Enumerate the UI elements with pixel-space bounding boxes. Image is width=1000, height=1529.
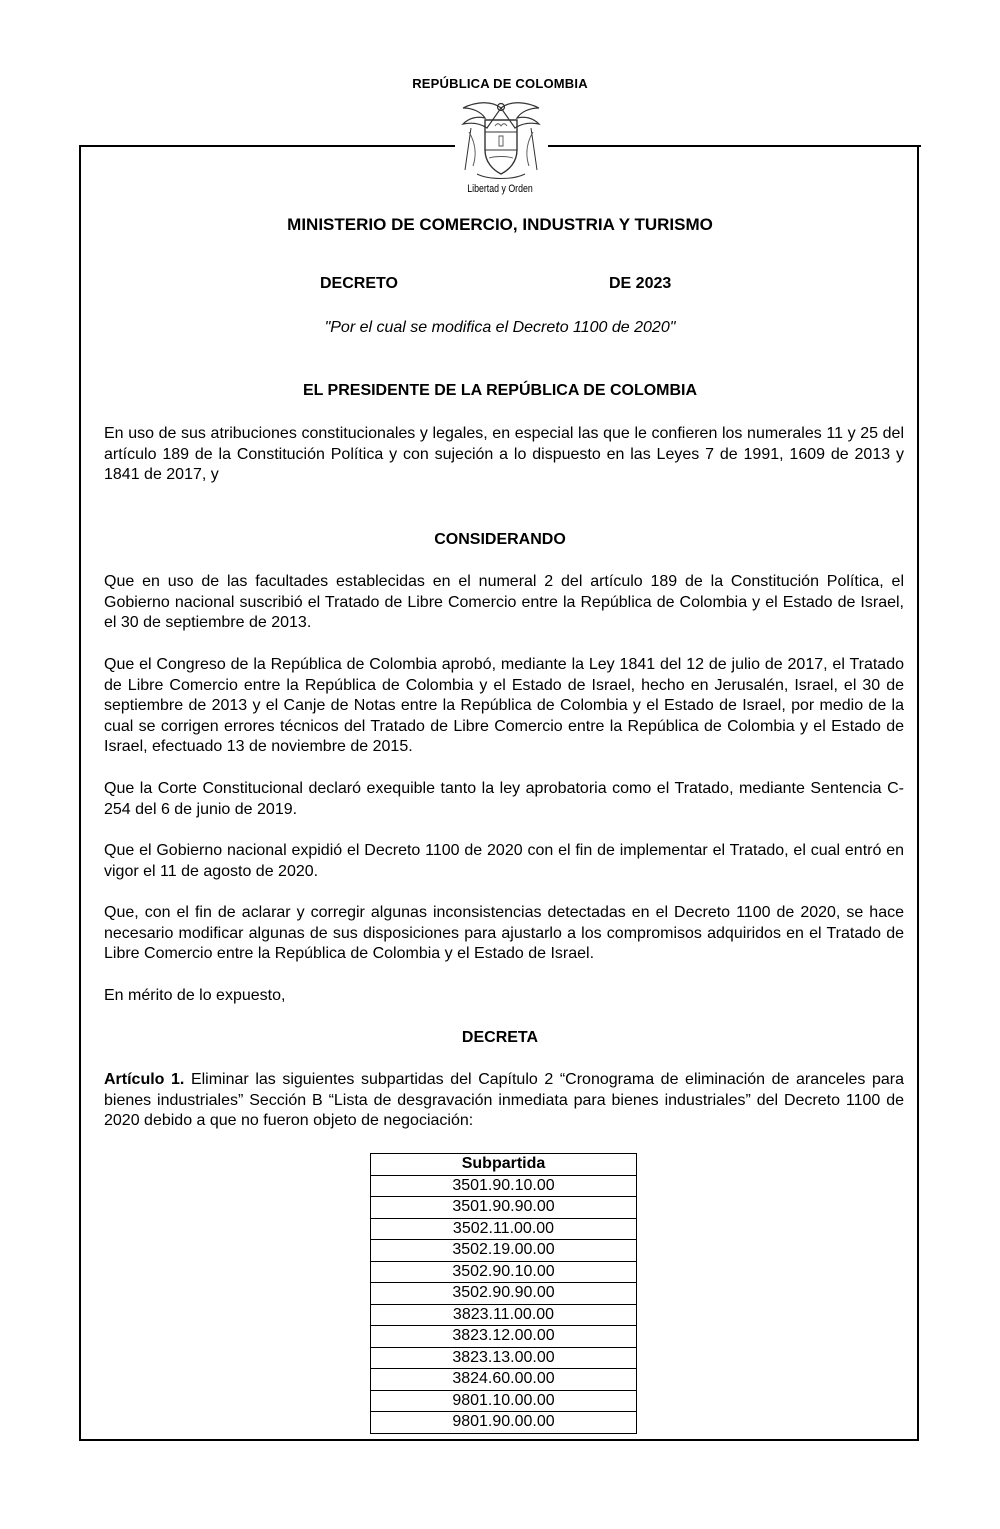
decree-label: DECRETO [320, 275, 398, 292]
considerando-paragraph-2: Que el Congreso de la República de Colombia aprobó, mediante la Ley 1841 del 12 de julio de 2017, el Tratado de Libre Comercio entre la República de Colombia y el Estado de Israel, hecho en Jerusalén, Israel, el 30 de septiembre de 2013 y el Canje de Notas entre la República de Colombia y el Estado de Israel, por medio de la cual se corrigen errores técnicos del Tratado de Libre Comercio entre la República de Colombia y el Estado de Israel, efectuado 13 de noviembre de 2015. [104, 656, 904, 755]
decreta-heading: DECRETA [461, 1029, 539, 1046]
table-row [371, 1347, 637, 1369]
table-row [371, 1412, 637, 1434]
article-1-label: Artículo 1. [104, 1071, 185, 1088]
motto: Libertad y Orden [467, 183, 533, 195]
country-heading: REPÚBLICA DE COLOMBIA [412, 76, 588, 91]
decree-number-line [0, 275, 1000, 295]
article-1-text: Eliminar las siguientes subpartidas del Capítulo 2 “Cronograma de eliminación de aranceles para bienes industriales” Sección B “Lista de desgravación inmediata para bienes industriales” del Decreto 1100 de 2020 debido a que no fueron objeto de negociación: [104, 1071, 905, 1129]
table-row [371, 1283, 637, 1305]
table-header-row [371, 1154, 637, 1176]
table-row [371, 1175, 637, 1197]
subpartida-cell: 3823.13.00.00 [371, 1347, 637, 1369]
authority-heading: EL PRESIDENTE DE LA REPÚBLICA DE COLOMBIA [302, 382, 698, 399]
table-row [371, 1390, 637, 1412]
subpartida-cell: 3501.90.90.00 [371, 1197, 637, 1219]
subpartida-cell: 3501.90.10.00 [371, 1175, 637, 1197]
considerando-heading: CONSIDERANDO [434, 531, 566, 548]
table-row [371, 1304, 637, 1326]
considerando-paragraph-5: Que, con el fin de aclarar y corregir algunas inconsistencias detectadas en el Decreto 1100 de 2020, se hace necesario modificar algunas de sus disposiciones para ajustarlo a los compromisos adquiridos en el Tratado de Libre Comercio entre la República de Colombia y el Estado de Israel. [104, 904, 904, 962]
table-row [371, 1197, 637, 1219]
considerando-paragraph-4: Que el Gobierno nacional expidió el Decreto 1100 de 2020 con el fin de implementar el Tratado, el cual entró en vigor el 11 de agosto de 2020. [104, 842, 904, 880]
subpartida-cell: 3502.19.00.00 [371, 1240, 637, 1262]
subpartida-cell: 3502.90.90.00 [371, 1283, 637, 1305]
considerando-paragraph-1: Que en uso de las facultades establecidas en el numeral 2 del artículo 189 de la Constitución Política, el Gobierno nacional suscribió el Tratado de Libre Comercio entre la República de Colombia y el Estado de Israel, el 30 de septiembre de 2013. [104, 573, 904, 631]
table-row [371, 1218, 637, 1240]
subpartida-cell: 3823.11.00.00 [371, 1304, 637, 1326]
table-row [371, 1240, 637, 1262]
subpartida-cell: 9801.90.00.00 [371, 1412, 637, 1434]
table-row [371, 1261, 637, 1283]
considerando-paragraph-6: En mérito de lo expuesto, [104, 987, 286, 1004]
column-header-subpartida: Subpartida [371, 1154, 637, 1176]
subpartida-cell: 3502.11.00.00 [371, 1218, 637, 1240]
decree-year: DE 2023 [609, 275, 672, 292]
ministry-title: MINISTERIO DE COMERCIO, INDUSTRIA Y TURISMO [287, 215, 713, 234]
subpartidas-table [370, 1153, 637, 1434]
preamble-paragraph: En uso de sus atribuciones constitucionales y legales, en especial las que le confieren los numerales 11 y 25 del artículo 189 de la Constitución Política y con sujeción a lo dispuesto en las Leyes 7 de 1991, 1609 de 2013 y 1841 de 2017, y [104, 425, 904, 483]
table-row [371, 1326, 637, 1348]
table-row [371, 1369, 637, 1391]
subpartida-cell: 9801.10.00.00 [371, 1390, 637, 1412]
subpartida-cell: 3502.90.10.00 [371, 1261, 637, 1283]
subpartida-cell: 3823.12.00.00 [371, 1326, 637, 1348]
coat-of-arms-icon [455, 98, 547, 182]
article-1-paragraph [104, 1070, 904, 1132]
considerando-paragraph-3: Que la Corte Constitucional declaró exequible tanto la ley aprobatoria como el Tratado, mediante Sentencia C-254 del 6 de junio de 2019. [104, 780, 904, 818]
decree-title: "Por el cual se modifica el Decreto 1100 de 2020" [324, 319, 676, 336]
subpartida-cell: 3824.60.00.00 [371, 1369, 637, 1391]
